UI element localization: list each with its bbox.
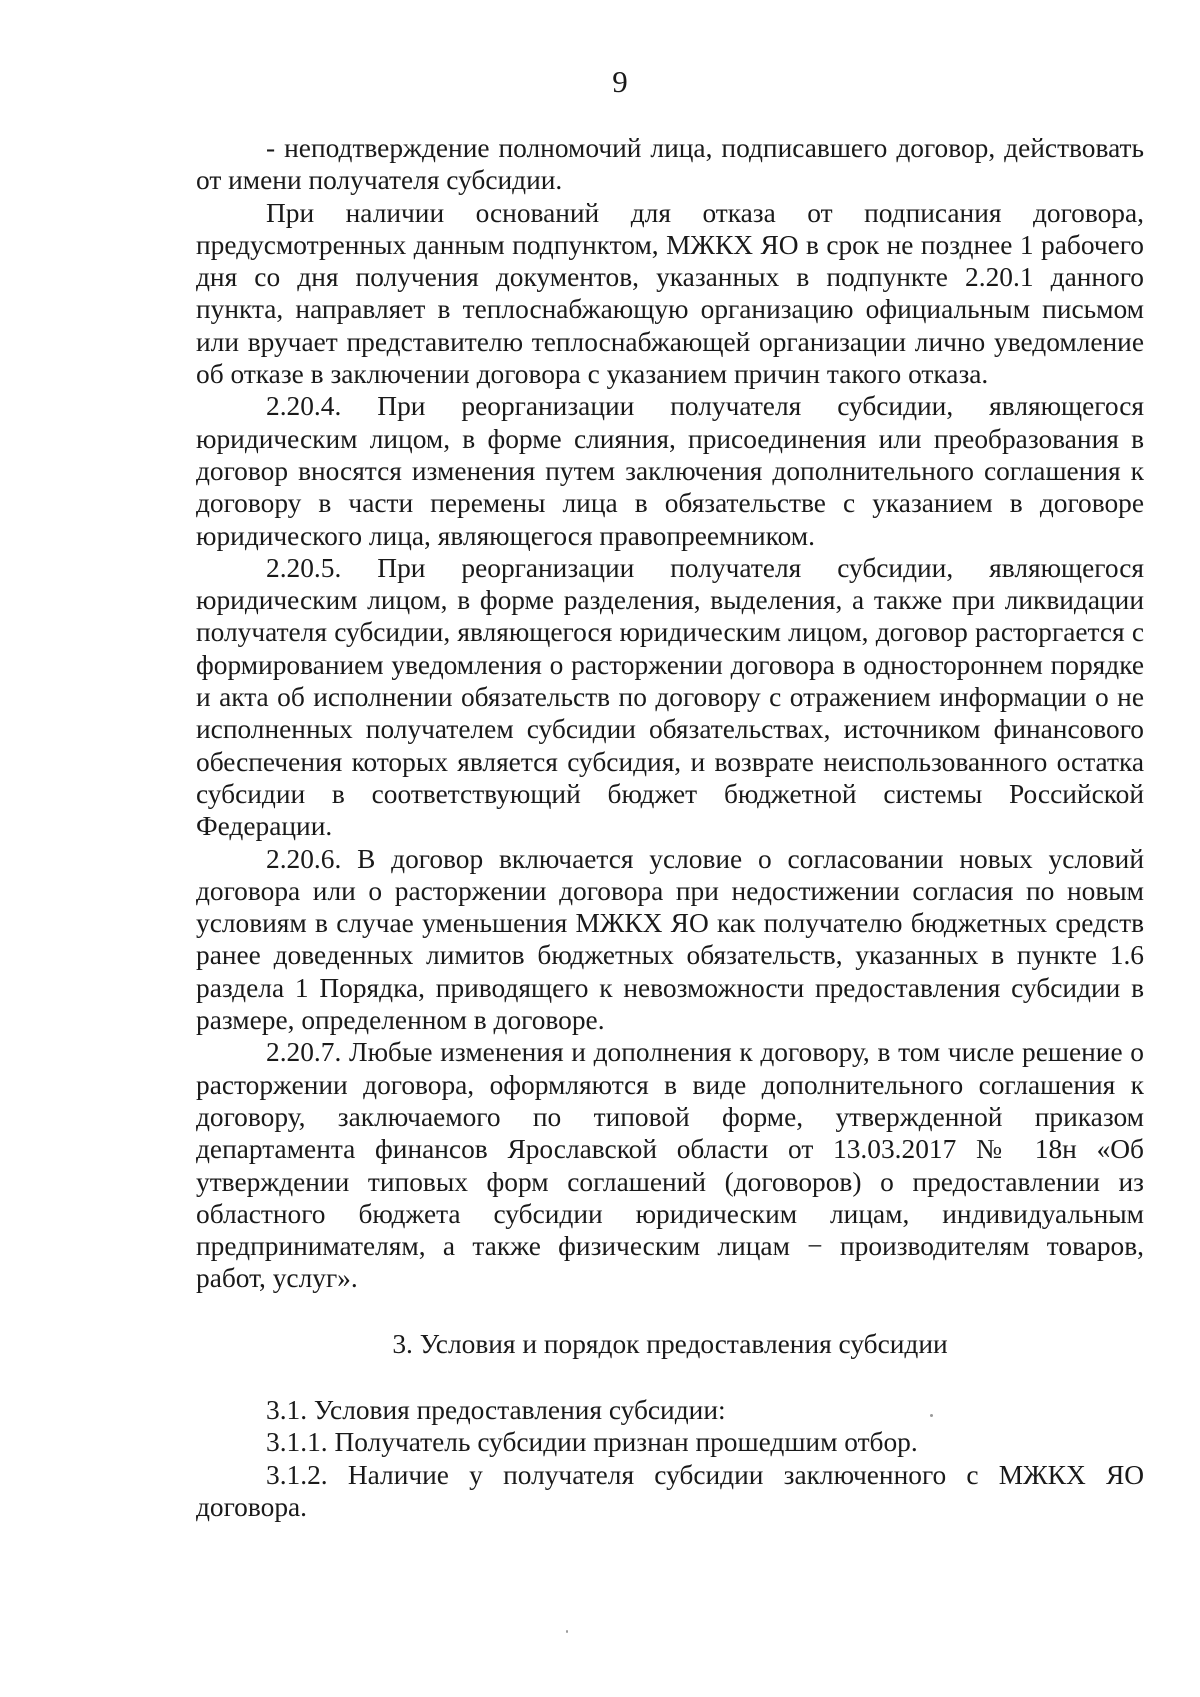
section-3-heading: 3. Условия и порядок предоставления субсидии	[392, 1328, 948, 1359]
paragraph-3-1: 3.1. Условия предоставления субсидии:	[266, 1394, 726, 1425]
paragraph-refusal-grounds: При наличии оснований для отказа от подписания договора, предусмотренных данным подпунктом, МЖКХ ЯО в срок не позднее 1 рабочего дня со дня получения документов, указанных в подпункте 2.20.1 данного пункта, направляет в теплоснабжающую организацию официальным письмом или вручает представителю теплоснабжающей организации лично уведомление об отказе в заключении договора с указанием причин такого отказа.	[196, 197, 1144, 390]
paragraph-2-20-5: 2.20.5. При реорганизации получателя субсидии, являющегося юридическим лицом, в форме разделения, выделения, а также при ликвидации получателя субсидии, являющегося юридическим лицом, договор расторгается с формированием уведомления о расторжении договора в одностороннем порядке и акта об исполнении обязательств по договору с отражением информации о не исполненных получателем субсидии обязательствах, источником финансового обеспечения которых является субсидия, и возврате неиспользованного остатка субсидии в соответствующий бюджет бюджетной системы Российской Федерации.	[196, 552, 1144, 842]
paragraph-2-20-6: 2.20.6. В договор включается условие о согласовании новых условий договора или о расторжении договора при недостижении согласия по новым условиям в случае уменьшения МЖКХ ЯО как получателю бюджетных средств ранее доведенных лимитов бюджетных обязательств, указанных в пункте 1.6 раздела 1 Порядка, приводящего к невозможности предоставления субсидии в размере, определенном в договоре.	[196, 843, 1144, 1036]
page-number: 9	[612, 64, 628, 99]
scan-speck	[566, 1630, 568, 1633]
document-body	[196, 132, 1144, 1523]
paragraph-3-1-1: 3.1.1. Получатель субсидии признан прошедшим отбор.	[266, 1427, 918, 1458]
scan-speck	[930, 1414, 933, 1417]
paragraph-non-confirmation: - неподтверждение полномочий лица, подписавшего договор, действовать от имени получателя субсидии.	[196, 133, 1144, 196]
paragraph-2-20-7: 2.20.7. Любые изменения и дополнения к договору, в том числе решение о расторжении договора, оформляются в виде дополнительного соглашения к договору, заключаемого по типовой форме, утвержденной приказом департамента финансов Ярославской области от 13.03.2017 № 18н «Об утверждении типовых форм соглашений (договоров) о предоставлении из областного бюджета субсидии юридическим лицам, индивидуальным предпринимателям, а также физическим лицам − производителям товаров, работ, услуг».	[196, 1037, 1144, 1294]
paragraph-2-20-4: 2.20.4. При реорганизации получателя субсидии, являющегося юридическим лицом, в форме слияния, присоединения или преобразования в договор вносятся изменения путем заключения дополнительного соглашения к договору в части перемены лица в обязательстве с указанием в договоре юридического лица, являющегося правопреемником.	[196, 391, 1144, 551]
paragraph-3-1-2: 3.1.2. Наличие у получателя субсидии заключенного с МЖКХ ЯО договора.	[196, 1459, 1144, 1522]
